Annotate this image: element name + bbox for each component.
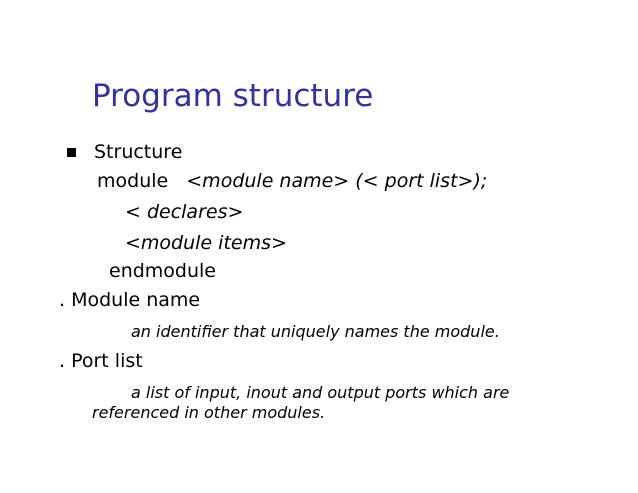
module-items-line: <module items> (125, 232, 287, 254)
port-list-description-line-1: a list of input, inout and output ports which are (131, 383, 510, 402)
slide-title: Program structure (92, 78, 374, 114)
module-name-heading: . Module name (59, 289, 201, 311)
endmodule-line: endmodule (109, 260, 216, 282)
square-bullet-icon (67, 148, 76, 157)
module-keyword: module (97, 170, 169, 192)
port-list-heading: . Port list (59, 350, 143, 372)
module-name-description: an identifier that uniquely names the module. (131, 322, 500, 341)
port-list-description-line-2: referenced in other modules. (92, 403, 326, 422)
module-declaration-line (97, 170, 487, 192)
declares-line: < declares> (125, 201, 244, 223)
module-signature: <module name> (< port list>); (186, 170, 488, 192)
structure-heading: Structure (94, 141, 183, 163)
